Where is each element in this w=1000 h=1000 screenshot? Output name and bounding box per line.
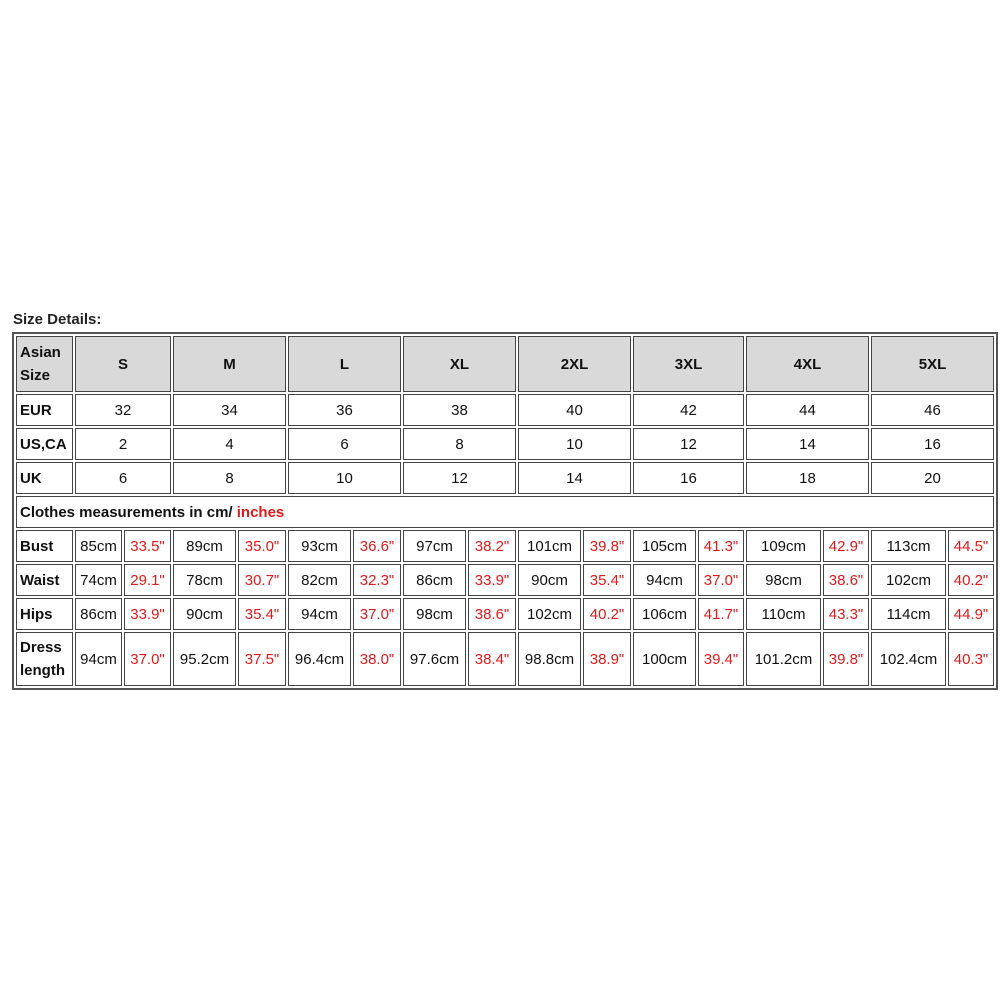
cm-value-cell: 86cm: [75, 598, 122, 630]
inch-value-cell: 37.0": [353, 598, 401, 630]
section-title-inches: inches: [236, 503, 285, 521]
inch-value-cell: 35.4": [583, 564, 631, 596]
size-header-cell: L: [288, 336, 401, 392]
section-title: [16, 496, 994, 528]
cm-value-cell: 113cm: [871, 530, 946, 562]
conversion-value-cell: 12: [403, 462, 516, 494]
row-label: EUR: [16, 394, 73, 426]
cm-value-cell: 97.6cm: [403, 632, 466, 686]
cm-value-cell: 86cm: [403, 564, 466, 596]
conversion-value-cell: 18: [746, 462, 869, 494]
inch-value-cell: 29.1": [124, 564, 171, 596]
cm-value-cell: 102.4cm: [871, 632, 946, 686]
size-header-cell: S: [75, 336, 171, 392]
table-caption: Size Details:: [13, 311, 102, 328]
cm-value-cell: 106cm: [633, 598, 696, 630]
inch-value-cell: 37.5": [238, 632, 286, 686]
cm-value-cell: 78cm: [173, 564, 236, 596]
section-title-text: Clothes measurements in cm/: [20, 503, 237, 521]
inch-value-cell: 35.0": [238, 530, 286, 562]
inch-value-cell: 37.0": [698, 564, 744, 596]
conversion-row: [16, 428, 994, 460]
row-label: [16, 632, 73, 686]
inch-value-cell: 40.3": [948, 632, 994, 686]
inch-value-cell: 41.7": [698, 598, 744, 630]
conversion-value-cell: 16: [871, 428, 994, 460]
cm-value-cell: 82cm: [288, 564, 351, 596]
inch-value-cell: 43.3": [823, 598, 869, 630]
cm-value-cell: 96.4cm: [288, 632, 351, 686]
conversion-value-cell: 14: [746, 428, 869, 460]
cm-value-cell: 94cm: [75, 632, 122, 686]
size-header-cell: M: [173, 336, 286, 392]
inch-value-cell: 44.9": [948, 598, 994, 630]
conversion-value-cell: 6: [75, 462, 171, 494]
inch-value-cell: 42.9": [823, 530, 869, 562]
cm-value-cell: 89cm: [173, 530, 236, 562]
cm-value-cell: 98cm: [746, 564, 821, 596]
measurement-row: [16, 530, 994, 562]
conversion-row: [16, 462, 994, 494]
size-header-cell: 5XL: [871, 336, 994, 392]
inch-value-cell: 40.2": [583, 598, 631, 630]
conversion-value-cell: 46: [871, 394, 994, 426]
inch-value-cell: 44.5": [948, 530, 994, 562]
cm-value-cell: 105cm: [633, 530, 696, 562]
cm-value-cell: 101.2cm: [746, 632, 821, 686]
row-label-line1: Dress: [20, 639, 62, 656]
asian-size-label: [16, 336, 73, 392]
cm-value-cell: 98.8cm: [518, 632, 581, 686]
size-header-cell: 4XL: [746, 336, 869, 392]
inch-value-cell: 33.5": [124, 530, 171, 562]
conversion-value-cell: 20: [871, 462, 994, 494]
size-header-cell: XL: [403, 336, 516, 392]
cm-value-cell: 90cm: [173, 598, 236, 630]
size-header-cell: 3XL: [633, 336, 744, 392]
size-chart-table: [12, 332, 998, 690]
inch-value-cell: 33.9": [124, 598, 171, 630]
cm-value-cell: 101cm: [518, 530, 581, 562]
row-label: UK: [16, 462, 73, 494]
row-label: Waist: [16, 564, 73, 596]
inch-value-cell: 38.0": [353, 632, 401, 686]
measurement-row: [16, 632, 994, 686]
conversion-value-cell: 8: [403, 428, 516, 460]
inch-value-cell: 38.2": [468, 530, 516, 562]
conversion-row: [16, 394, 994, 426]
header-row: [16, 336, 994, 392]
row-label: Hips: [16, 598, 73, 630]
inch-value-cell: 38.4": [468, 632, 516, 686]
inch-value-cell: 38.9": [583, 632, 631, 686]
inch-value-cell: 33.9": [468, 564, 516, 596]
cm-value-cell: 102cm: [518, 598, 581, 630]
inch-value-cell: 41.3": [698, 530, 744, 562]
inch-value-cell: 30.7": [238, 564, 286, 596]
conversion-value-cell: 12: [633, 428, 744, 460]
cm-value-cell: 90cm: [518, 564, 581, 596]
asian-size-label-line2: Size: [20, 367, 51, 384]
conversion-value-cell: 2: [75, 428, 171, 460]
cm-value-cell: 114cm: [871, 598, 946, 630]
cm-value-cell: 85cm: [75, 530, 122, 562]
conversion-value-cell: 34: [173, 394, 286, 426]
inch-value-cell: 36.6": [353, 530, 401, 562]
cm-value-cell: 109cm: [746, 530, 821, 562]
conversion-value-cell: 8: [173, 462, 286, 494]
conversion-value-cell: 44: [746, 394, 869, 426]
asian-size-label-line1: Asian: [20, 344, 61, 361]
conversion-value-cell: 10: [518, 428, 631, 460]
cm-value-cell: 93cm: [288, 530, 351, 562]
conversion-value-cell: 32: [75, 394, 171, 426]
cm-value-cell: 102cm: [871, 564, 946, 596]
conversion-value-cell: 36: [288, 394, 401, 426]
conversion-value-cell: 14: [518, 462, 631, 494]
size-header-cell: 2XL: [518, 336, 631, 392]
inch-value-cell: 39.4": [698, 632, 744, 686]
inch-value-cell: 38.6": [468, 598, 516, 630]
section-row: [16, 496, 994, 528]
cm-value-cell: 74cm: [75, 564, 122, 596]
cm-value-cell: 95.2cm: [173, 632, 236, 686]
conversion-value-cell: 40: [518, 394, 631, 426]
conversion-value-cell: 38: [403, 394, 516, 426]
conversion-value-cell: 6: [288, 428, 401, 460]
inch-value-cell: 39.8": [823, 632, 869, 686]
inch-value-cell: 35.4": [238, 598, 286, 630]
cm-value-cell: 100cm: [633, 632, 696, 686]
conversion-value-cell: 10: [288, 462, 401, 494]
row-label: Bust: [16, 530, 73, 562]
cm-value-cell: 94cm: [633, 564, 696, 596]
cm-value-cell: 110cm: [746, 598, 821, 630]
conversion-value-cell: 16: [633, 462, 744, 494]
cm-value-cell: 94cm: [288, 598, 351, 630]
inch-value-cell: 32.3": [353, 564, 401, 596]
row-label-line2: length: [20, 662, 65, 679]
inch-value-cell: 39.8": [583, 530, 631, 562]
inch-value-cell: 40.2": [948, 564, 994, 596]
conversion-value-cell: 42: [633, 394, 744, 426]
inch-value-cell: 38.6": [823, 564, 869, 596]
row-label: US,CA: [16, 428, 73, 460]
conversion-value-cell: 4: [173, 428, 286, 460]
measurement-row: [16, 564, 994, 596]
cm-value-cell: 97cm: [403, 530, 466, 562]
measurement-row: [16, 598, 994, 630]
inch-value-cell: 37.0": [124, 632, 171, 686]
cm-value-cell: 98cm: [403, 598, 466, 630]
